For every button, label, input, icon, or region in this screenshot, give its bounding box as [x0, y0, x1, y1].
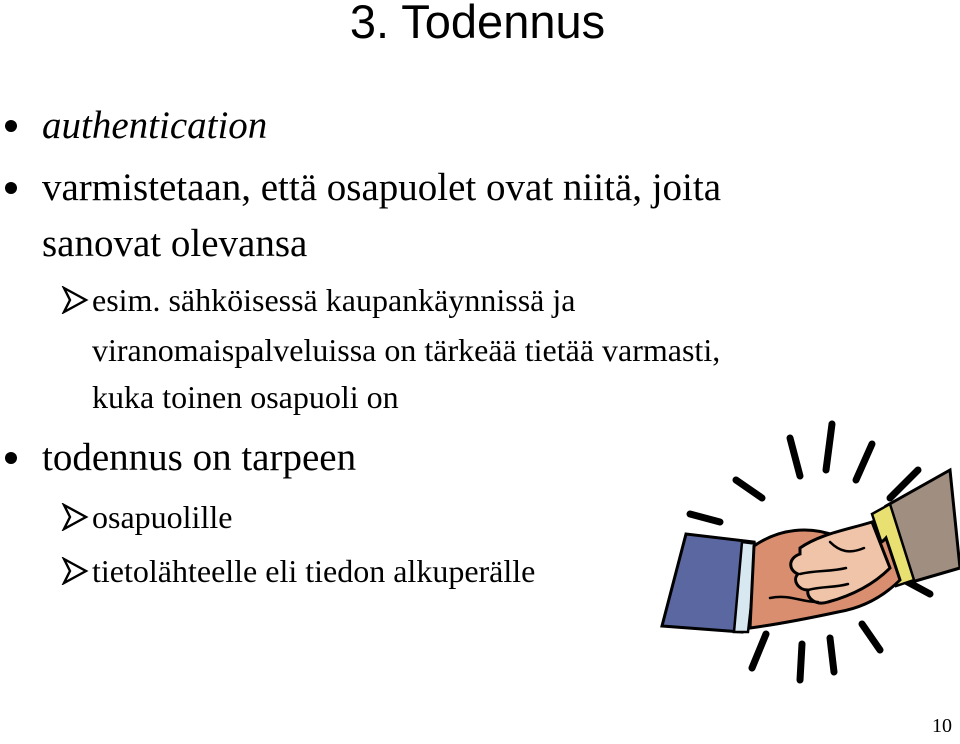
burst-line	[856, 444, 872, 480]
sub-bullet-item	[0, 275, 880, 325]
sub-bullet-text: osapuolille	[92, 499, 233, 535]
burst-line	[690, 514, 720, 522]
sub-bullet-text-line-1: esim. sähköisessä kaupankäynnissä ja	[92, 282, 576, 318]
bullet-item	[0, 160, 880, 272]
burst-line	[826, 424, 832, 470]
bullet-dot-icon	[5, 182, 17, 194]
arrow-bullet-icon	[60, 286, 90, 314]
bullet-dot-icon	[5, 120, 17, 132]
slide-title: 3. Todennus	[349, 0, 606, 48]
handshake-icon	[650, 418, 960, 688]
burst-line	[800, 644, 802, 680]
bullet-text: authentication	[42, 104, 268, 147]
arrow-bullet-icon	[60, 503, 90, 531]
sub-bullet-text-line-3: kuka toinen osapuoli on	[92, 379, 399, 415]
page-number: 10	[932, 715, 952, 737]
bullet-dot-icon	[5, 452, 17, 464]
bullet-text: todennus on tarpeen	[42, 436, 357, 479]
bullet-text-line-1: varmistetaan, että osapuolet ovat niitä, joita	[42, 166, 722, 209]
burst-line	[862, 624, 880, 650]
burst-line	[752, 634, 766, 668]
bullet-text-line-2: sanovat olevansa	[42, 222, 308, 265]
burst-line	[790, 438, 800, 476]
sub-bullet-text-line-2: viranomaispalveluissa on tärkeää tietää varmasti,	[92, 332, 721, 368]
sub-bullet-text: tietolähteelle eli tiedon alkuperälle	[92, 553, 536, 589]
burst-line	[736, 480, 762, 498]
bullet-item	[0, 98, 880, 154]
burst-line	[830, 638, 834, 672]
arrow-bullet-icon	[60, 557, 90, 585]
